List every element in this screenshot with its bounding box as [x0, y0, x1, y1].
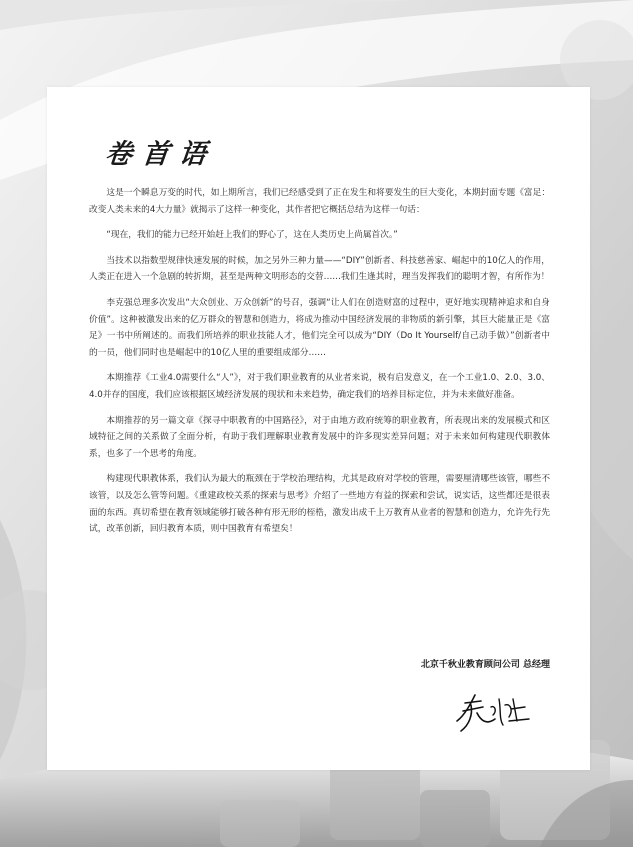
page-title: 卷首语 — [103, 139, 218, 170]
paragraph: 这是一个瞬息万变的时代，如上期所言，我们已经感受到了正在发生和将要发生的巨大变化，本期封面专题《富足：改变人类未来的4大力量》就揭示了这样一种变化，其作者把它概括总结为这样一句话： — [89, 188, 550, 215]
quote-paragraph: “现在，我们的能力已经开始赶上我们的野心了，这在人类历史上尚属首次。” — [106, 230, 398, 241]
paragraph: 构建现代职教体系，我们认为最大的瓶颈在于学校治理结构，尤其是政府对学校的管理，需要厘清哪些该管，哪些不该管，以及怎么管等问题。《重建政校关系的探索与思考》介绍了一些地方有益的探索和尝试，说实话，这些都还是很表面的东西。真切希望在教育领域能够打破各种有形无形的桎梏，激发出成千上万教育从业者的智慧和创造力，允许先行先试，改革创新，回归教育本质，则中国教育有希望矣！ — [89, 474, 550, 535]
paragraph: 本期推荐《工业4.0需要什么“人”》，对于我们职业教育的从业者来说，极有启发意义，在一个工业1.0、2.0、3.0、4.0并存的国度，我们应该根据区域经济发展的现状和未来趋势，确定我们的培养目标定位，并为未来做好准备。 — [89, 373, 550, 400]
editorial-page — [47, 87, 590, 770]
paragraph: 李克强总理多次发出“大众创业、万众创新”的号召，强调“让人们在创造财富的过程中，更好地实现精神追求和自身价值”。这种被激发出来的亿万群众的智慧和创造力，将成为推动中国经济发展的非物质的新引擎，其巨大能量正是《富足》一书中所阐述的。而我们所培养的职业技能人才，他们完全可以成为“DIY（Do It Yourself/自己动手做）”创新者中的一员，他们同时也是崛起中的10亿人里的重要组成部分…… — [89, 297, 550, 358]
paragraph: 当技术以指数型规律快速发展的时候，加之另外三种力量——“DIY”创新者、科技慈善家、崛起中的10亿人的作用，人类正在进入一个急剧的转折期，甚至是两种文明形态的交替……我们生逢其时，理当发挥我们的聪明才智，有所作为！ — [89, 255, 550, 283]
signer-title: 北京千秋业教育顾问公司 总经理 — [420, 660, 550, 670]
article-body — [89, 185, 550, 538]
handwritten-signature — [451, 685, 531, 735]
paragraph: 本期推荐的另一篇文章《探寻中职教育的中国路径》，对于由地方政府统筹的职业教育，所表现出来的发展模式和区域特征之间的关系做了全面分析，有助于我们理解职业教育发展中的许多现实差异问题；对于未来如何构建现代职教体系，也多了一个思考的角度。 — [89, 415, 550, 459]
